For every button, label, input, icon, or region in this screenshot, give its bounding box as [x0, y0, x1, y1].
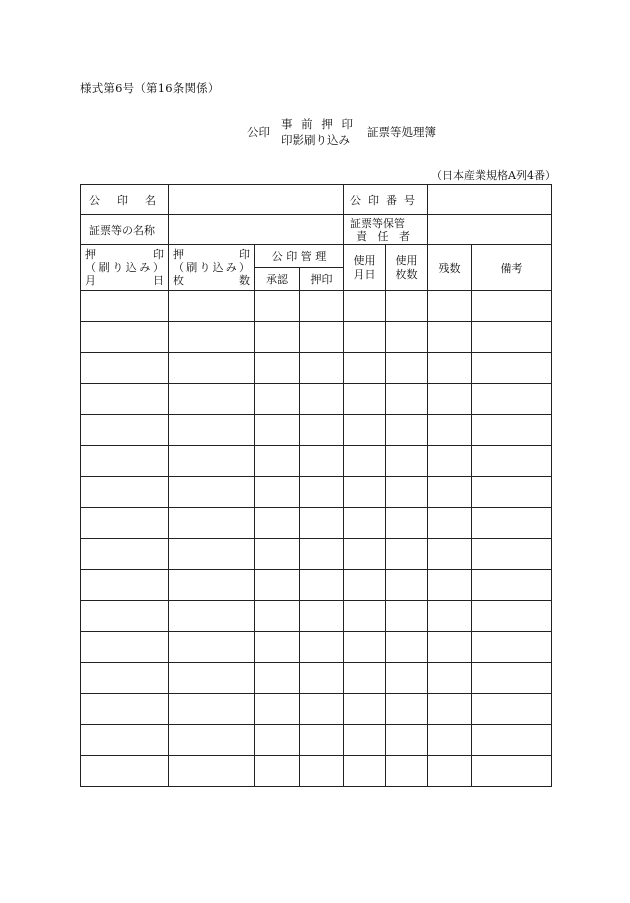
- table-row: [81, 477, 552, 508]
- seal-name-label: 公 印 名: [81, 185, 169, 215]
- cell-stamp-count[interactable]: [169, 384, 255, 415]
- cell-remaining[interactable]: [428, 477, 472, 508]
- cell-remarks[interactable]: [472, 601, 552, 632]
- col-header-remarks: 備考: [472, 245, 552, 291]
- cell-use-count[interactable]: [386, 415, 428, 446]
- cell-approval[interactable]: [255, 725, 300, 756]
- seal-number-label: 公 印 番 号: [344, 185, 428, 215]
- cell-stamping[interactable]: [300, 663, 344, 694]
- cell-remaining[interactable]: [428, 694, 472, 725]
- cell-use-date[interactable]: [344, 508, 386, 539]
- cell-remarks[interactable]: [472, 322, 552, 353]
- cell-stamp-date[interactable]: [81, 570, 169, 601]
- cell-approval[interactable]: [255, 291, 300, 322]
- table-row: [81, 384, 552, 415]
- table-row: [81, 446, 552, 477]
- cell-remaining[interactable]: [428, 570, 472, 601]
- cell-stamp-count[interactable]: [169, 353, 255, 384]
- cell-stamping[interactable]: [300, 632, 344, 663]
- cell-remaining[interactable]: [428, 725, 472, 756]
- cell-use-date[interactable]: [344, 725, 386, 756]
- cell-use-count[interactable]: [386, 725, 428, 756]
- cell-approval[interactable]: [255, 415, 300, 446]
- table-row: [81, 508, 552, 539]
- col-header-stamp-count: 押 印 （ 刷 り 込 み ） 枚 数: [169, 245, 255, 291]
- cell-remaining[interactable]: [428, 601, 472, 632]
- cell-remaining[interactable]: [428, 322, 472, 353]
- cell-remarks[interactable]: [472, 725, 552, 756]
- cell-stamp-date[interactable]: [81, 353, 169, 384]
- col-header-use-date: 使用 月日: [344, 245, 386, 291]
- cell-remarks[interactable]: [472, 539, 552, 570]
- cell-approval[interactable]: [255, 632, 300, 663]
- ledger-table: [80, 184, 552, 787]
- cell-approval[interactable]: [255, 353, 300, 384]
- cell-remarks[interactable]: [472, 632, 552, 663]
- cell-stamp-date[interactable]: [81, 322, 169, 353]
- cell-use-date[interactable]: [344, 756, 386, 787]
- cell-use-date[interactable]: [344, 632, 386, 663]
- col-header-seal-management: 公 印 管 理: [255, 245, 344, 268]
- cell-stamp-count[interactable]: [169, 477, 255, 508]
- cell-use-date[interactable]: [344, 694, 386, 725]
- title-middle: 事 前 押 印 印影刷り込み: [281, 116, 359, 148]
- cell-stamp-count[interactable]: [169, 756, 255, 787]
- col-header-remaining: 残数: [428, 245, 472, 291]
- certificate-name-field[interactable]: [169, 215, 344, 245]
- cell-remaining[interactable]: [428, 353, 472, 384]
- cell-stamp-count[interactable]: [169, 415, 255, 446]
- cell-remarks[interactable]: [472, 477, 552, 508]
- cell-approval[interactable]: [255, 477, 300, 508]
- cell-remaining[interactable]: [428, 663, 472, 694]
- cell-stamp-date[interactable]: [81, 291, 169, 322]
- col-header-stamping: 押印: [300, 268, 344, 291]
- cell-stamp-date[interactable]: [81, 384, 169, 415]
- seal-number-field[interactable]: [428, 185, 552, 215]
- cell-stamping[interactable]: [300, 539, 344, 570]
- cell-use-date[interactable]: [344, 384, 386, 415]
- cell-approval[interactable]: [255, 539, 300, 570]
- col-header-stamp-date: 押 印 （ 刷 り 込 み ） 月 日: [81, 245, 169, 291]
- cell-use-date[interactable]: [344, 663, 386, 694]
- table-row: [81, 539, 552, 570]
- cell-remarks[interactable]: [472, 756, 552, 787]
- cell-stamp-count[interactable]: [169, 508, 255, 539]
- col-header-use-count: 使用 枚数: [386, 245, 428, 291]
- cell-use-count[interactable]: [386, 756, 428, 787]
- cell-stamp-date[interactable]: [81, 725, 169, 756]
- cell-stamp-count[interactable]: [169, 322, 255, 353]
- cell-stamping[interactable]: [300, 725, 344, 756]
- cell-stamping[interactable]: [300, 601, 344, 632]
- cell-stamp-count[interactable]: [169, 601, 255, 632]
- cell-stamping[interactable]: [300, 291, 344, 322]
- title-left: 公印: [247, 125, 270, 139]
- table-row: [81, 322, 552, 353]
- cell-stamp-date[interactable]: [81, 632, 169, 663]
- cell-stamping[interactable]: [300, 384, 344, 415]
- cell-remaining[interactable]: [428, 632, 472, 663]
- cell-use-count[interactable]: [386, 601, 428, 632]
- cell-stamping[interactable]: [300, 694, 344, 725]
- cell-approval[interactable]: [255, 322, 300, 353]
- cell-use-count[interactable]: [386, 353, 428, 384]
- cell-use-date[interactable]: [344, 477, 386, 508]
- cell-stamp-date[interactable]: [81, 508, 169, 539]
- cell-stamping[interactable]: [300, 322, 344, 353]
- cell-remaining[interactable]: [428, 508, 472, 539]
- cell-use-count[interactable]: [386, 663, 428, 694]
- table-row: [81, 291, 552, 322]
- cell-approval[interactable]: [255, 756, 300, 787]
- cell-use-date[interactable]: [344, 291, 386, 322]
- cell-remaining[interactable]: [428, 415, 472, 446]
- cell-use-date[interactable]: [344, 570, 386, 601]
- cell-stamping[interactable]: [300, 415, 344, 446]
- cell-stamp-date[interactable]: [81, 539, 169, 570]
- custodian-field[interactable]: [428, 215, 552, 245]
- cell-use-count[interactable]: [386, 446, 428, 477]
- cell-stamp-count[interactable]: [169, 694, 255, 725]
- cell-stamping[interactable]: [300, 756, 344, 787]
- cell-stamp-count[interactable]: [169, 291, 255, 322]
- cell-use-count[interactable]: [386, 694, 428, 725]
- cell-remarks[interactable]: [472, 446, 552, 477]
- ledger-body: [81, 291, 552, 787]
- cell-approval[interactable]: [255, 601, 300, 632]
- cell-approval[interactable]: [255, 570, 300, 601]
- cell-use-date[interactable]: [344, 415, 386, 446]
- cell-remarks[interactable]: [472, 570, 552, 601]
- cell-remarks[interactable]: [472, 694, 552, 725]
- table-row: [81, 570, 552, 601]
- cell-use-date[interactable]: [344, 322, 386, 353]
- cell-remaining[interactable]: [428, 756, 472, 787]
- cell-remaining[interactable]: [428, 384, 472, 415]
- table-row: [81, 415, 552, 446]
- cell-approval[interactable]: [255, 694, 300, 725]
- cell-remarks[interactable]: [472, 384, 552, 415]
- cell-use-date[interactable]: [344, 539, 386, 570]
- cell-use-count[interactable]: [386, 539, 428, 570]
- cell-stamping[interactable]: [300, 446, 344, 477]
- cell-stamping[interactable]: [300, 477, 344, 508]
- cell-use-count[interactable]: [386, 291, 428, 322]
- cell-use-date[interactable]: [344, 601, 386, 632]
- col-header-approval: 承認: [255, 268, 300, 291]
- paper-size-note: （日本産業規格A列4番）: [431, 169, 556, 182]
- table-row: [81, 601, 552, 632]
- cell-remarks[interactable]: [472, 353, 552, 384]
- cell-stamp-date[interactable]: [81, 663, 169, 694]
- cell-approval[interactable]: [255, 508, 300, 539]
- cell-stamp-date[interactable]: [81, 601, 169, 632]
- cell-remarks[interactable]: [472, 663, 552, 694]
- cell-stamp-count[interactable]: [169, 446, 255, 477]
- cell-stamping[interactable]: [300, 508, 344, 539]
- cell-stamp-date[interactable]: [81, 415, 169, 446]
- cell-approval[interactable]: [255, 446, 300, 477]
- cell-use-count[interactable]: [386, 632, 428, 663]
- table-row: [81, 353, 552, 384]
- cell-use-date[interactable]: [344, 353, 386, 384]
- cell-use-count[interactable]: [386, 570, 428, 601]
- cell-remarks[interactable]: [472, 291, 552, 322]
- cell-stamp-count[interactable]: [169, 725, 255, 756]
- cell-remaining[interactable]: [428, 539, 472, 570]
- custodian-label: 証票等保管 責 任 者: [344, 215, 428, 245]
- cell-stamping[interactable]: [300, 353, 344, 384]
- table-row: [81, 694, 552, 725]
- cell-remaining[interactable]: [428, 446, 472, 477]
- cell-stamp-date[interactable]: [81, 477, 169, 508]
- title-middle-line2: 印影刷り込み: [281, 133, 350, 147]
- cell-use-date[interactable]: [344, 446, 386, 477]
- cell-stamping[interactable]: [300, 570, 344, 601]
- cell-stamp-date[interactable]: [81, 446, 169, 477]
- cell-remarks[interactable]: [472, 508, 552, 539]
- title-right: 証票等処理簿: [367, 125, 436, 139]
- cell-stamp-date[interactable]: [81, 694, 169, 725]
- cell-stamp-count[interactable]: [169, 539, 255, 570]
- cell-use-count[interactable]: [386, 384, 428, 415]
- cell-stamp-count[interactable]: [169, 632, 255, 663]
- cell-use-count[interactable]: [386, 322, 428, 353]
- cell-stamp-date[interactable]: [81, 756, 169, 787]
- table-row: [81, 632, 552, 663]
- cell-remaining[interactable]: [428, 291, 472, 322]
- cell-remarks[interactable]: [472, 415, 552, 446]
- certificate-name-label: 証票等の名称: [81, 215, 169, 245]
- cell-approval[interactable]: [255, 384, 300, 415]
- cell-use-count[interactable]: [386, 477, 428, 508]
- seal-name-field[interactable]: [169, 185, 344, 215]
- cell-use-count[interactable]: [386, 508, 428, 539]
- form-number: 様式第6号（第16条関係）: [80, 81, 220, 95]
- cell-stamp-count[interactable]: [169, 663, 255, 694]
- cell-approval[interactable]: [255, 663, 300, 694]
- table-row: [81, 756, 552, 787]
- cell-stamp-count[interactable]: [169, 570, 255, 601]
- table-row: [81, 725, 552, 756]
- table-row: [81, 663, 552, 694]
